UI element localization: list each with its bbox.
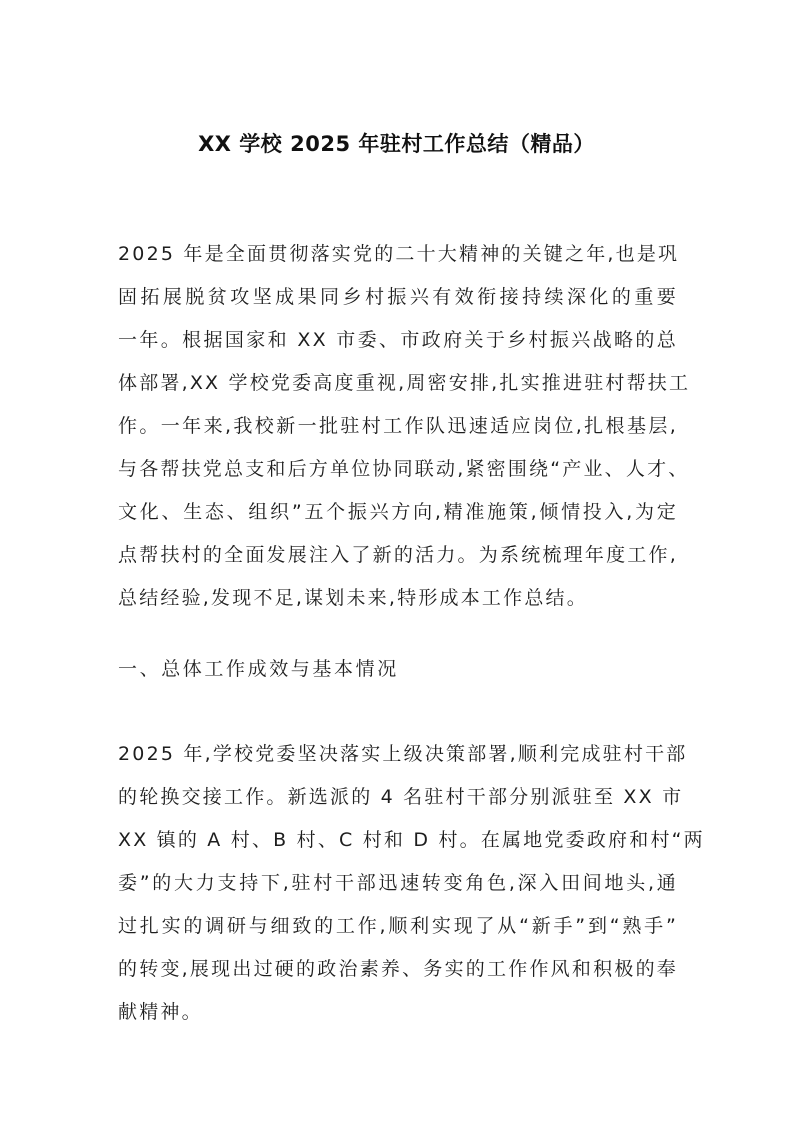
paragraph-line: 作。一年来,我校新一批驻村工作队迅速适应岗位,扎根基层, <box>118 415 678 437</box>
paragraph-line: 文化、生态、组织”五个振兴方向,精准施策,倾情投入,为定 <box>118 501 678 523</box>
document-title: XX 学校 2025 年驻村工作总结（精品） <box>198 132 595 156</box>
paragraph-line: 与各帮扶党总支和后方单位协同联动,紧密围绕“产业、人才、 <box>118 458 690 480</box>
paragraph-line: 委”的大力支持下,驻村干部迅速转变角色,深入田间地头,通 <box>118 872 678 894</box>
paragraph-line: 2025 年是全面贯彻落实党的二十大精神的关键之年,也是巩 <box>118 243 680 265</box>
paragraph-line: 献精神。 <box>118 1001 203 1023</box>
paragraph-line: 固拓展脱贫攻坚成果同乡村振兴有效衔接持续深化的重要 <box>118 286 678 308</box>
paragraph-line: 总结经验,发现不足,谋划未来,特形成本工作总结。 <box>118 587 588 609</box>
paragraph-line: 体部署,XX 学校党委高度重视,周密安排,扎实推进驻村帮扶工 <box>118 372 691 394</box>
paragraph-line: 过扎实的调研与细致的工作,顺利实现了从“新手”到“熟手” <box>118 915 678 937</box>
paragraph-line: 的轮换交接工作。新选派的 4 名驻村干部分别派驻至 XX 市 <box>118 786 684 808</box>
section-heading: 一、总体工作成效与基本情况 <box>118 658 399 680</box>
paragraph-line: 的转变,展现出过硬的政治素养、务实的工作作风和积极的奉 <box>118 958 678 980</box>
paragraph-line: 点帮扶村的全面发展注入了新的活力。为系统梳理年度工作, <box>118 544 678 566</box>
paragraph-line: 一年。根据国家和 XX 市委、市政府关于乡村振兴战略的总 <box>118 329 678 351</box>
paragraph-line: XX 镇的 A 村、B 村、C 村和 D 村。在属地党委政府和村“两 <box>118 829 705 851</box>
paragraph-line: 2025 年,学校党委坚决落实上级决策部署,顺利完成驻村干部 <box>118 743 688 765</box>
